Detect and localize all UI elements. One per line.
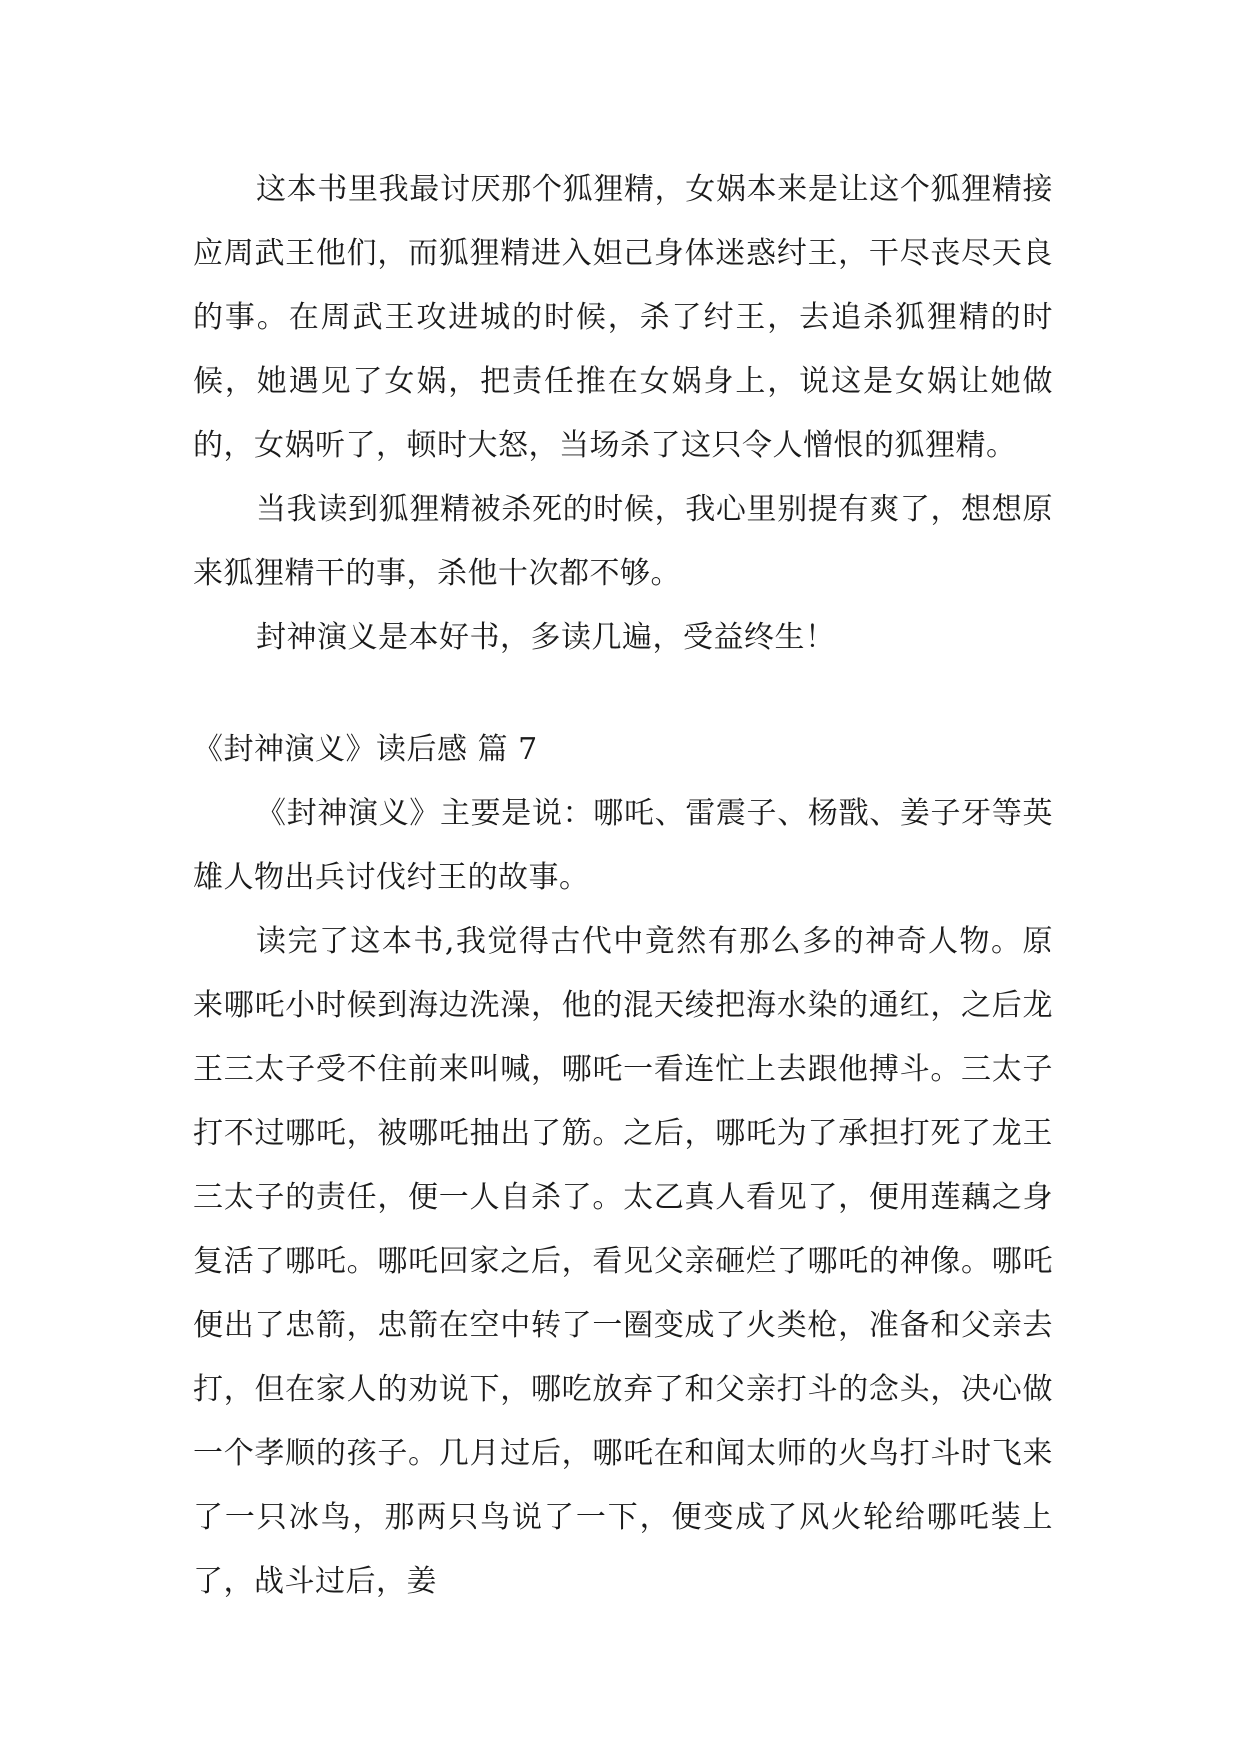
document-page: [193, 158, 1053, 1614]
paragraph-good-book: 封神演义是本好书，多读几遍，受益终生！: [256, 620, 836, 655]
paragraph-summary: 《封神演义》主要是说：哪吒、雷震子、杨戬、姜子牙等英雄人物出兵讨伐纣王的故事。: [193, 796, 1053, 895]
paragraph-nezha-story: 读完了这本书,我觉得古代中竟然有那么多的神奇人物。原来哪吒小时候到海边洗澡，他的混天绫把海水染的通红，之后龙王三太子受不住前来叫喊，哪吒一看连忙上去跟他搏斗。三太子打不过哪吒，被哪吒抽出了筋。之后，哪吒为了承担打死了龙王三太子的责任，便一人自杀了。太乙真人看见了，便用莲藕之身复活了哪吒。哪吒回家之后，看见父亲砸烂了哪吒的神像。哪吒便出了忠箭，忠箭在空中转了一圈变成了火类枪，准备和父亲去打，但在家人的劝说下，哪吃放弃了和父亲打斗的念头，决心做一个孝顺的孩子。几月过后，哪吒在和闻太师的火鸟打斗时飞来了一只冰鸟，那两只鸟说了一下，便变成了风火轮给哪吒装上了，战斗过后，姜: [193, 924, 1053, 1599]
section-heading: 《封神演义》读后感 篇 7: [193, 732, 538, 767]
paragraph-fox-spirit: 这本书里我最讨厌那个狐狸精，女娲本来是让这个狐狸精接应周武王他们，而狐狸精进入妲己身体迷惑纣王，干尽丧尽天良的事。在周武王攻进城的时候，杀了纣王，去追杀狐狸精的时候，她遇见了女娲，把责任推在女娲身上，说这是女娲让她做的，女娲听了，顿时大怒，当场杀了这只令人憎恨的狐狸精。: [193, 172, 1053, 463]
paragraph-fox-killed: 当我读到狐狸精被杀死的时候，我心里别提有爽了，想想原来狐狸精干的事，杀他十次都不够。: [193, 492, 1053, 591]
